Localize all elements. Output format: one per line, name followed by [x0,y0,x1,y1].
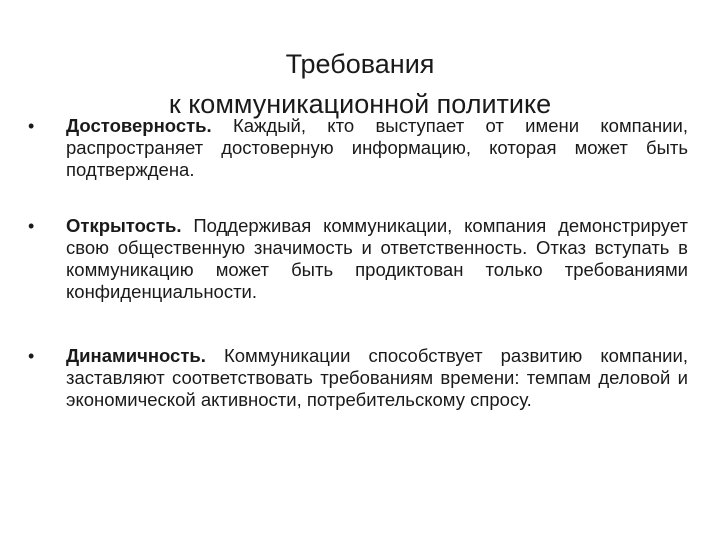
term-reliability: Достоверность. [66,115,212,136]
list-item-openness [28,215,688,303]
slide-title [60,44,660,124]
list-item-dynamism [28,345,688,411]
term-openness: Открытость. [66,215,182,236]
description-openness: Поддерживая коммуникации, компания демонстрирует свою общественную значимость и ответственность. Отказ вступать в коммуникацию может быть продиктован только требованиями конфиденциальности. [66,215,688,302]
requirements-list [28,115,688,453]
list-item-reliability [28,115,688,181]
description-dynamism: Коммуникации способствует развитию компании, заставляют соответствовать требованиям времени: темпам деловой и экономической активности, потребительскому спросу. [66,345,688,410]
slide-title-line-1: Требования [285,49,435,80]
slide-title-line-2: к коммуникационной политике [168,89,552,120]
bullet-dot-icon: • [28,216,35,236]
bullet-dot-icon: • [28,116,35,136]
description-reliability: Каждый, кто выступает от имени компании, распространяет достоверную информацию, которая может быть подтверждена. [66,115,688,180]
term-dynamism: Динамичность. [66,345,206,366]
bullet-dot-icon: • [28,346,35,366]
